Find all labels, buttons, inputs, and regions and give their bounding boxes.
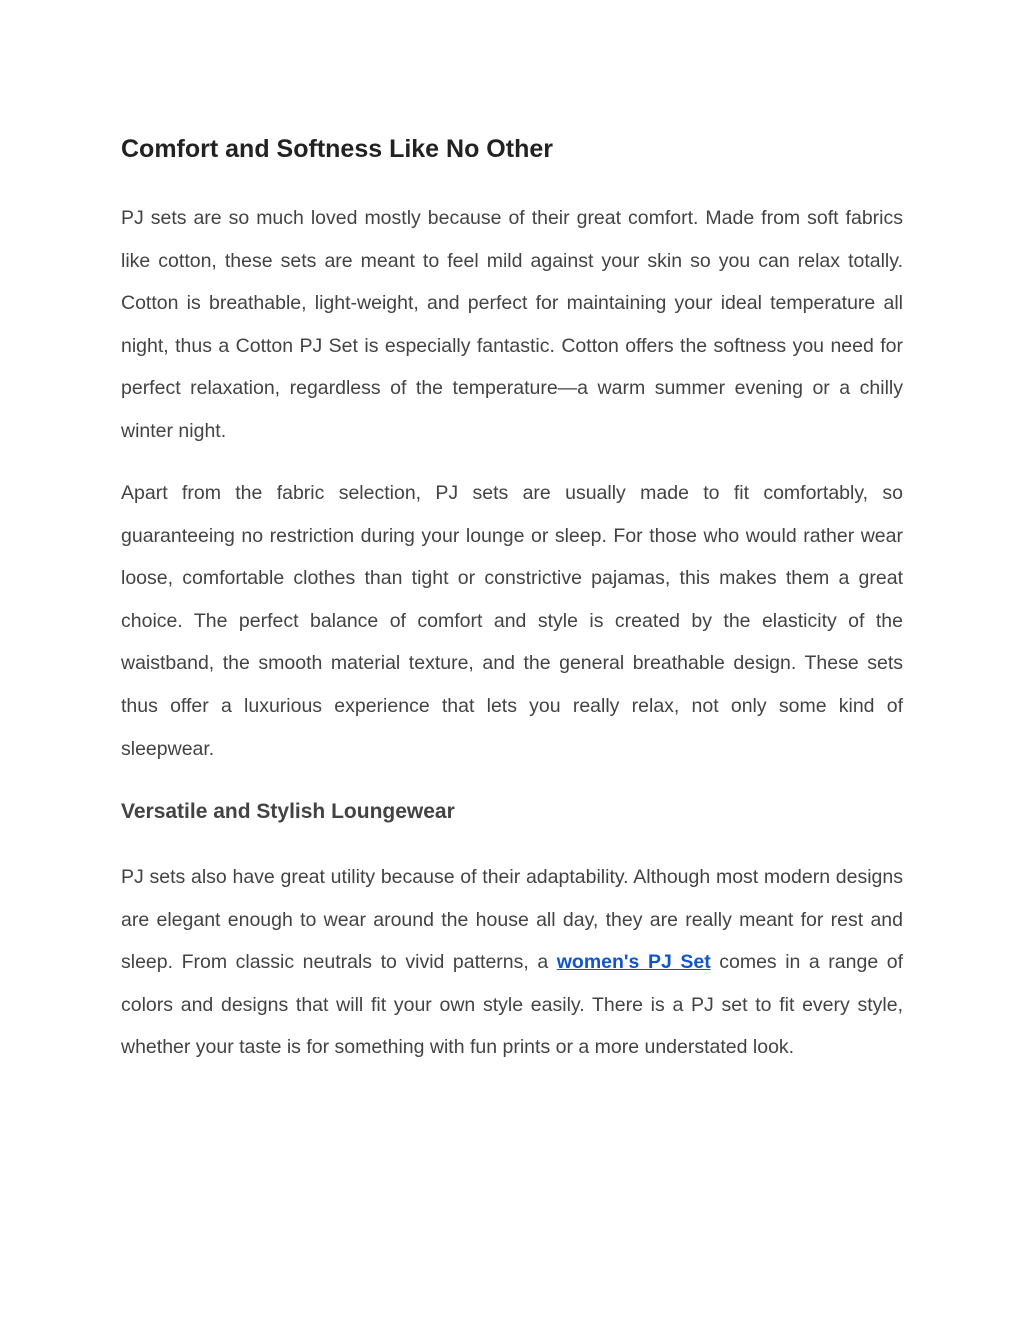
section-heading-loungewear: Versatile and Stylish Loungewear bbox=[121, 800, 455, 823]
paragraph-versatile-text-after: comes in a range of colors and designs that will fit your own style easily. There is a PJ set to fit every style, whether your taste is for something with fun prints or a more understated look. bbox=[121, 951, 903, 1059]
paragraph-versatile-text-before: PJ sets also have great utility because of their adaptability. Although most modern designs are elegant enough to wear around the house all day, they are really meant for rest and sleep. From classic neutrals to vivid patterns, a bbox=[121, 866, 903, 974]
paragraph-fit: Apart from the fabric selection, PJ sets are usually made to fit comfortably, so guaranteeing no restriction during your lounge or sleep. For those who would rather wear loose, comfortable clothes than tight or constrictive pajamas, this makes them a great choice. The perfect balance of comfort and style is created by the elasticity of the waistband, the smooth material texture, and the general breathable design. These sets thus offer a luxurious experience that lets you really relax, not only some kind of sleepwear. bbox=[121, 482, 903, 760]
paragraph-comfort: PJ sets are so much loved mostly because of their great comfort. Made from soft fabrics like cotton, these sets are meant to feel mild against your skin so you can relax totally. Cotton is breathable, light-weight, and perfect for maintaining your ideal temperature all night, thus a Cotton PJ Set is especially fantastic. Cotton offers the softness you need for perfect relaxation, regardless of the temperature—a warm summer evening or a chilly winter night. bbox=[121, 207, 903, 442]
womens-pj-set-link[interactable]: women's PJ Set bbox=[556, 951, 711, 974]
page-title: Comfort and Softness Like No Other bbox=[121, 135, 553, 163]
paragraph-versatile bbox=[121, 856, 903, 1069]
